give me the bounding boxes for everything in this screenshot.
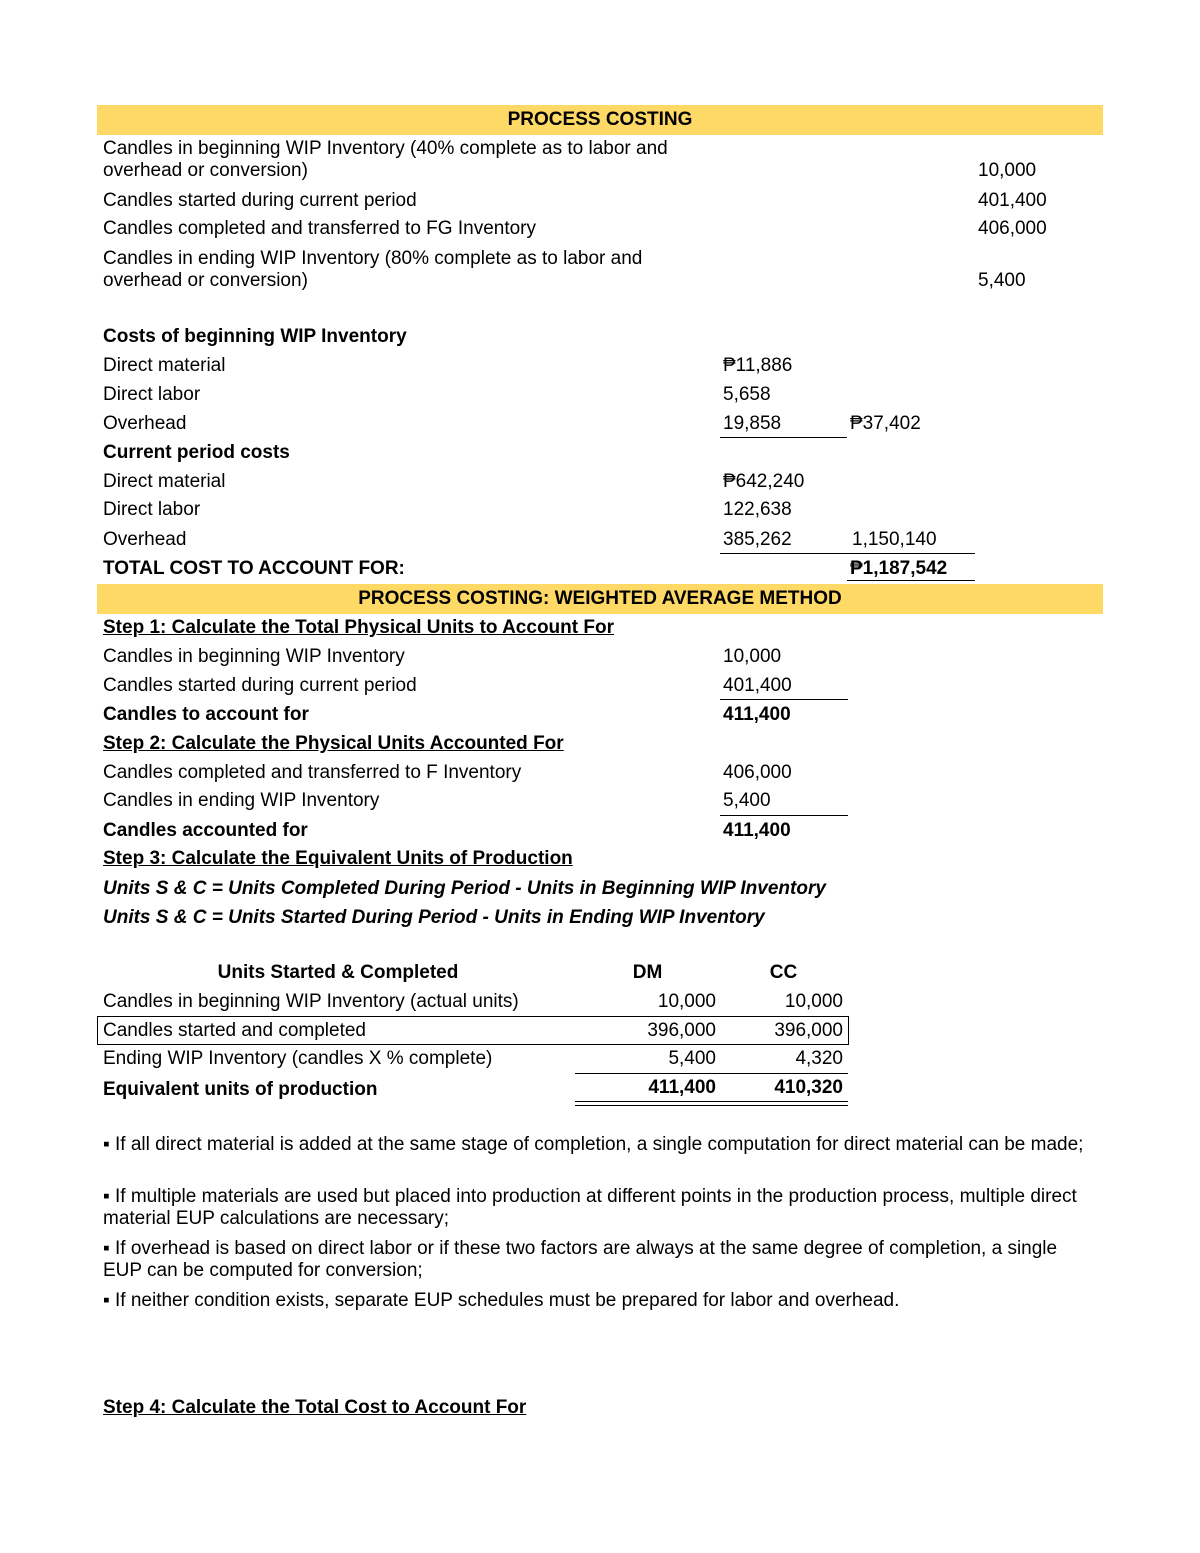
row-label-line1: Candles in beginning WIP Inventory (40% complete as to labor and [103,138,668,159]
note-item: ▪ If all direct material is added at the same stage of completion, a single computation for direct material can be made; [103,1134,1084,1155]
row-value: 10,000 [978,160,1037,181]
eup-row-dm: 396,000 [647,1020,716,1041]
note-item: ▪ If overhead is based on direct labor or if these two factors are always at the same degree of completion, a single EUP can be computed for conversion; [103,1238,1058,1281]
row-value: 5,400 [978,270,1026,291]
eup-row-cc: 10,000 [784,991,843,1012]
step3-heading: Step 3: Calculate the Equivalent Units of Production [103,848,573,869]
section-title: PROCESS COSTING [507,109,693,130]
eup-row-label: Ending WIP Inventory (candles X % complete) [103,1048,493,1069]
step-row-value: 406,000 [723,762,792,783]
section-header-band [97,105,1103,135]
step4-heading: Step 4: Calculate the Total Cost to Account For [103,1397,527,1418]
eup-row-label: Candles in beginning WIP Inventory (actual units) [103,991,519,1012]
cost-label: Overhead [103,529,187,550]
table-header-dm: DM [632,962,663,983]
beginning-costs-heading: Costs of beginning WIP Inventory [103,326,407,347]
step-row-label: Candles started during current period [103,675,417,696]
note-item: ▪ If multiple materials are used but placed into production at different points in the production process, multiple direct material EUP calculations are necessary; [103,1186,1077,1229]
current-costs-heading: Current period costs [103,442,290,463]
subtotal-underline [720,815,848,816]
step-row-label: Candles in beginning WIP Inventory [103,646,405,667]
row-label-line1: Candles in ending WIP Inventory (80% complete as to labor and [103,248,643,269]
total-cost-label: TOTAL COST TO ACCOUNT FOR: [103,558,405,579]
step-total-label: Candles to account for [103,704,309,725]
eup-row-dm: 10,000 [657,991,716,1012]
eup-total-label: Equivalent units of production [103,1079,378,1100]
step-total-value: 411,400 [723,820,791,841]
step-row-value: 5,400 [723,790,771,811]
step-row-label: Candles completed and transferred to F Inventory [103,762,522,783]
step-row-value: 10,000 [723,646,782,667]
subtotal-underline [847,553,975,554]
cost-amount: ₱642,240 [723,471,805,492]
step2-heading: Step 2: Calculate the Physical Units Accounted For [103,733,564,754]
cost-label: Direct material [103,471,226,492]
eup-total-dm: 411,400 [648,1077,716,1098]
table-header-cc: CC [769,962,798,983]
cost-subtotal: 1,150,140 [852,529,937,550]
note-item: ▪ If neither condition exists, separate EUP schedules must be prepared for labor and overhead. [103,1290,900,1311]
double-underline [575,1101,848,1106]
formula-text: Units S & C = Units Started During Period - Units in Ending WIP Inventory [103,907,765,928]
cost-amount: 385,262 [723,529,792,550]
eup-row-cc: 396,000 [774,1020,843,1041]
row-value: 401,400 [978,190,1047,211]
cost-amount: 19,858 [723,413,782,434]
cost-label: Overhead [103,413,187,434]
cost-label: Direct labor [103,499,201,520]
eup-row-cc: 4,320 [795,1048,843,1069]
cost-amount: 122,638 [723,499,792,520]
section-header-band [97,584,1103,614]
subtotal-underline [575,1073,848,1074]
cost-label: Direct labor [103,384,201,405]
row-value: 406,000 [978,218,1047,239]
row-label-line2: overhead or conversion) [103,270,308,291]
eup-row-label: Candles started and completed [103,1020,366,1041]
subtotal-underline [720,437,847,438]
cost-amount: 5,658 [723,384,771,405]
step1-heading: Step 1: Calculate the Total Physical Units to Account For [103,617,614,638]
table-header: Units Started & Completed [217,962,459,983]
subtotal-underline [720,699,848,700]
step-row-value: 401,400 [723,675,792,696]
row-label: Candles completed and transferred to FG Inventory [103,218,537,239]
subtotal-underline [720,553,847,554]
formula-text: Units S & C = Units Completed During Period - Units in Beginning WIP Inventory [103,878,826,899]
row-label-line2: overhead or conversion) [103,160,308,181]
cost-subtotal: ₱37,402 [850,413,921,434]
step-row-label: Candles in ending WIP Inventory [103,790,380,811]
cost-amount: ₱11,886 [723,355,793,376]
total-cost-value: ₱1,187,542 [850,558,948,579]
section-title: PROCESS COSTING: WEIGHTED AVERAGE METHOD [358,588,842,609]
cost-label: Direct material [103,355,226,376]
step-total-value: 411,400 [723,704,791,725]
eup-total-cc: 410,320 [774,1077,843,1098]
row-label: Candles started during current period [103,190,417,211]
eup-row-dm: 5,400 [668,1048,716,1069]
step-total-label: Candles accounted for [103,820,308,841]
